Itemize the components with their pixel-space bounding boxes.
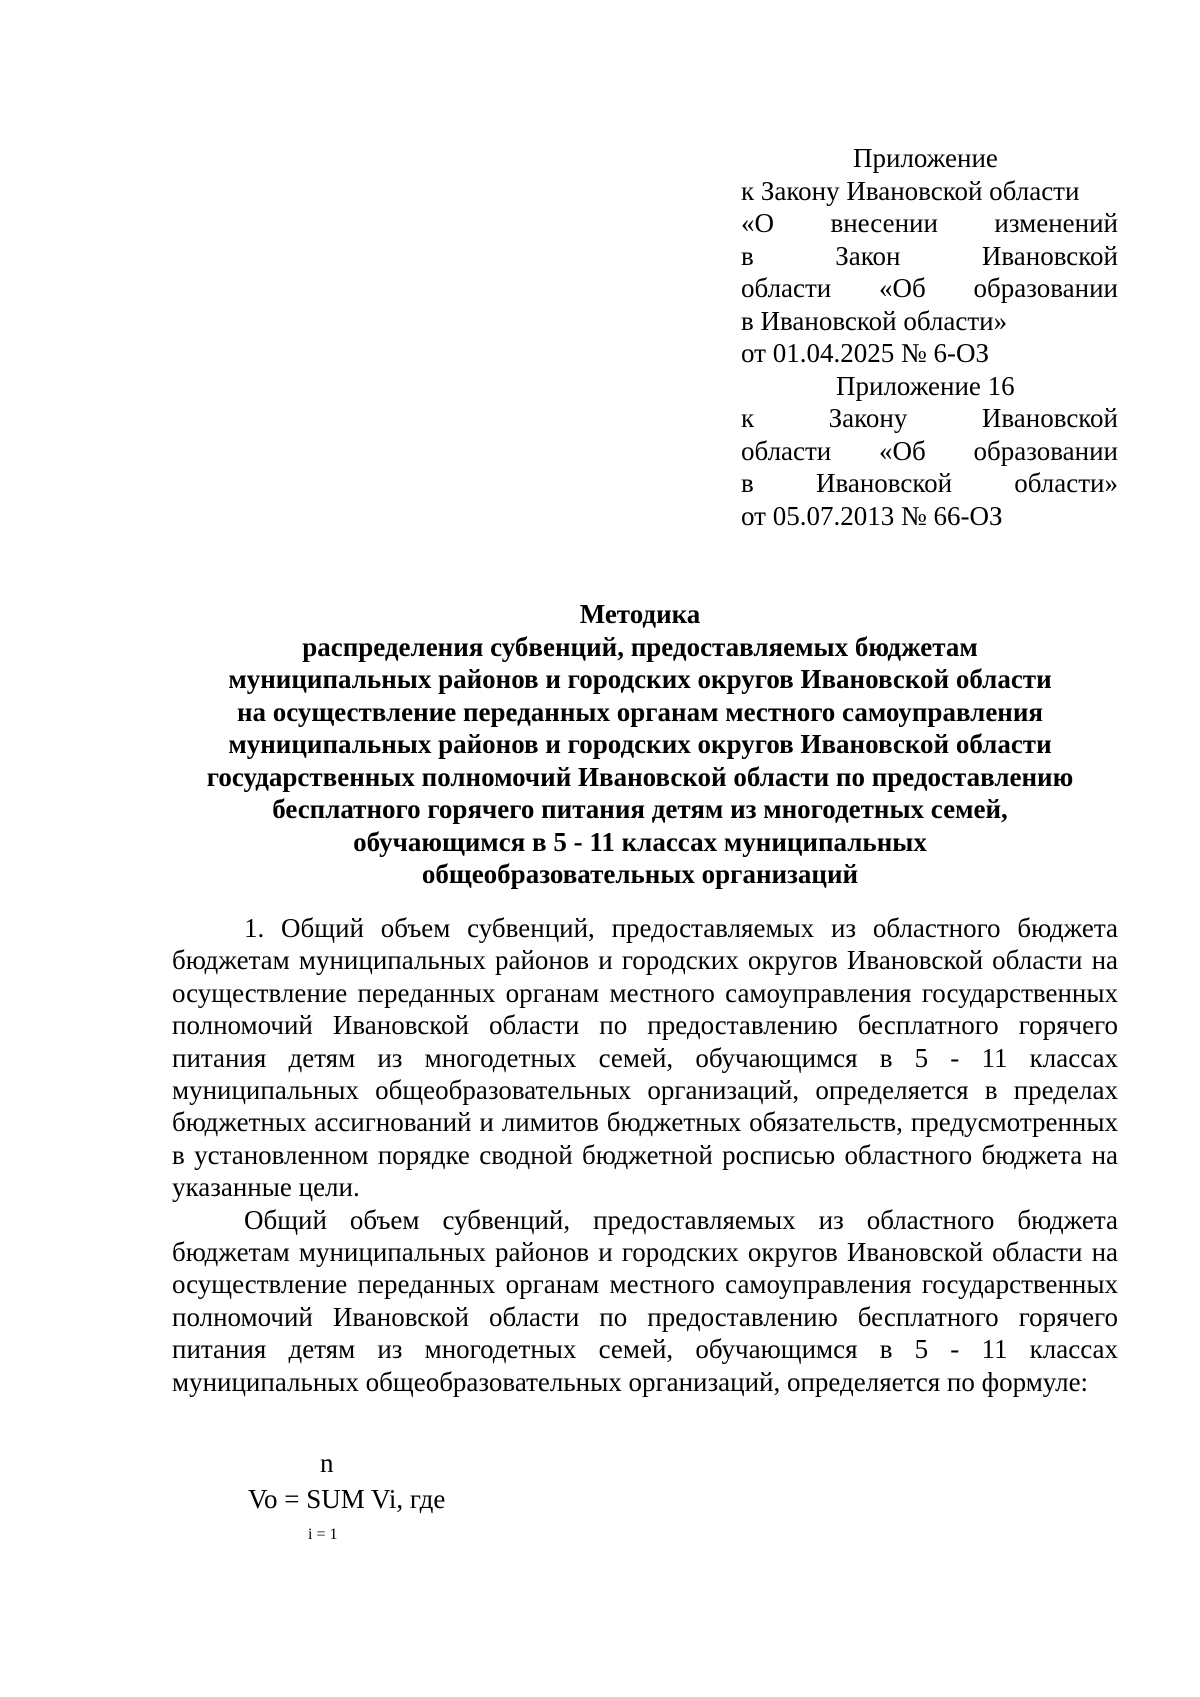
document-title [160,598,1120,891]
appendix-header [741,142,1118,532]
appendix-line: Приложение 16 [836,370,1015,401]
appendix-line: к Закону Ивановской [741,403,1118,433]
appendix-line: Приложение [853,143,998,173]
title-line: государственных полномочий Ивановской области по предоставлению [206,761,1074,792]
sum-formula [248,1448,548,1543]
appendix-line: к Закону Ивановской области [741,175,1080,206]
title-line: муниципальных районов и городских округов Ивановской области [228,729,1052,759]
paragraph-2: Общий объем субвенций, предоставляемых из областного бюджета бюджетам муниципальных районов и городских округов Ивановской области на осуществление переданных органам местного самоуправления государственных полномочий Ивановской области по предоставлению бесплатного горячего питания детям из многодетных семей, обучающимся в 5 - 11 классах муниципальных общеобразовательных организаций, определяется по формуле: [172,1204,1118,1397]
document-body [172,912,1118,1398]
paragraph-1: 1. Общий объем субвенций, предоставляемых из областного бюджета бюджетам муниципальных районов и городских округов Ивановской области на осуществление переданных органам местного самоуправления государственных полномочий Ивановской области по предоставлению бесплатного горячего питания детям из многодетных семей, обучающимся в 5 - 11 классах муниципальных общеобразовательных организаций, определяется в пределах бюджетных ассигнований и лимитов бюджетных обязательств, предусмотренных в установленном порядке сводной бюджетной росписью областного бюджета на указанные цели. [172,913,1118,1203]
title-line: бесплатного горячего питания детям из многодетных семей, [272,794,1008,824]
formula-upper-limit: n [320,1448,334,1478]
appendix-line: в Ивановской области» [741,468,1118,498]
title-line: на осуществление переданных органам местного самоуправления [236,696,1044,727]
appendix-line: «О внесении изменений [741,208,1118,238]
appendix-line: от 01.04.2025 № 6-ОЗ [741,338,989,368]
title-line: муниципальных районов и городских округов Ивановской области [228,664,1052,694]
title-line: распределения субвенций, предоставляемых бюджетам [302,631,978,662]
formula-expression: Vo = SUM Vi, где [248,1484,446,1514]
title-line: общеобразовательных организаций [421,859,859,889]
appendix-line: в Ивановской области» [741,305,1008,336]
appendix-line: в Закон Ивановской [741,240,1118,271]
title-line: обучающимся в 5 - 11 классах муниципальных [353,826,927,857]
appendix-line: области «Об образовании [741,273,1118,303]
appendix-line: от 05.07.2013 № 66-ОЗ [741,500,1003,531]
formula-lower-limit: i = 1 [308,1526,338,1543]
appendix-line: области «Об образовании [741,435,1118,466]
title-line: Методика [579,599,701,629]
